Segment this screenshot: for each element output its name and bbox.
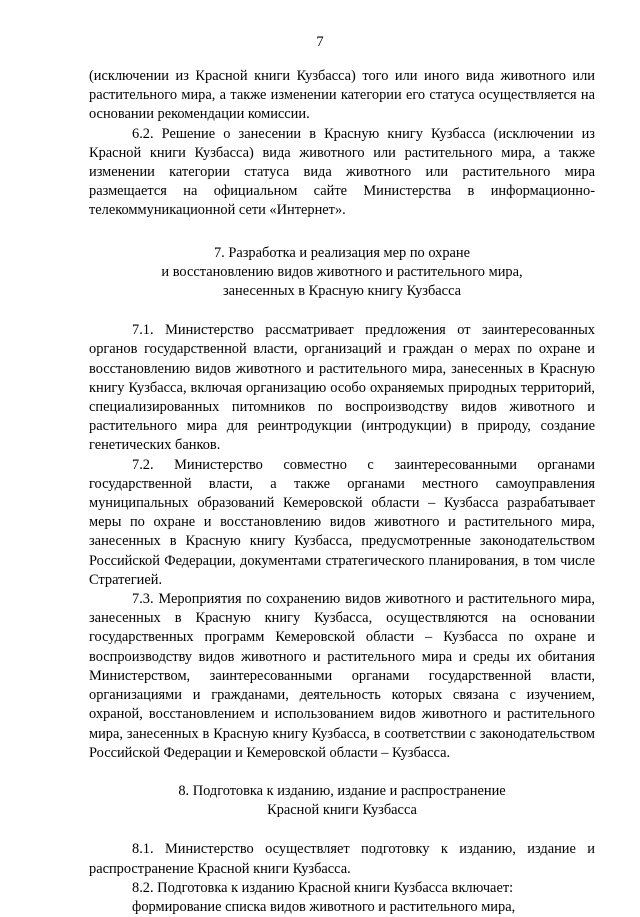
heading-line: 7. Разработка и реализация мер по охране bbox=[213, 244, 471, 261]
section-7-heading bbox=[89, 244, 595, 302]
paragraph-7-2: 7.2. Министерство совместно с заинтересованными органами государственной власти, а также органами местного самоуправления муниципальных образований Кемеровской области – Кузбасса разрабатывает меры по охране и восстановлению видов животного и растительного мира, занесенных в Красную книгу Кузбасса, предусмотренные законодательством Российской Федерации, документами стратегического планирования, в том числе Стратегией. bbox=[89, 456, 595, 588]
paragraph-list-item: формирование списка видов животного и растительного мира, bbox=[132, 898, 516, 915]
heading-line: и восстановлению видов животного и растительного мира, bbox=[161, 263, 523, 280]
section-8-heading bbox=[89, 782, 595, 820]
heading-line: 8. Подготовка к изданию, издание и распространение bbox=[178, 782, 506, 799]
paragraph-6-2: 6.2. Решение о занесении в Красную книгу Кузбасса (исключении из Красной книги Кузбасса) вида животного или растительного мира, а также изменении категории статуса вида животного или растительного мира размещается на официальном сайте Министерства в информационно-телекоммуникационной сети «Интернет». bbox=[89, 125, 595, 219]
document-body bbox=[89, 67, 595, 917]
paragraph-8-2: 8.2. Подготовка к изданию Красной книги Кузбасса включает: bbox=[132, 879, 514, 896]
paragraph-7-1: 7.1. Министерство рассматривает предложения от заинтересованных органов государственной власти, организаций и граждан о мерах по охране и восстановлению видов животного и растительного мира, занесенных в Красную книгу Кузбасса, включая организацию особо охраняемых природных территорий, специализированных питомников по воспроизводству видов животного и растительного мира для реинтродукции (интродукции) в природу, создание генетических банков. bbox=[89, 322, 595, 454]
heading-line: Красной книги Кузбасса bbox=[267, 802, 417, 819]
paragraph: (исключении из Красной книги Кузбасса) того или иного вида животного или растительного мира, а также изменении категории его статуса осуществляется на основании рекомендации комиссии. bbox=[89, 68, 595, 123]
page-number: 7 bbox=[316, 34, 324, 50]
paragraph-8-1: 8.1. Министерство осуществляет подготовку к изданию, издание и распространение Красной книги Кузбасса. bbox=[89, 841, 595, 877]
paragraph-7-3: 7.3. Мероприятия по сохранению видов животного и растительного мира, занесенных в Красную книгу Кузбасса, осуществляются на основании государственных программ Кемеровской области – Кузбасса по охране и воспроизводству видов животного и растительного мира и среды их обитания Министерством, заинтересованными органами государственной власти, организациями и гражданами, деятельность которых связана с изучением, охраной, восстановлением и использованием видов животного и растительного мира, занесенных в Красную книгу Кузбасса, в соответствии с законодательством Российской Федерации и Кемеровской области – Кузбасса. bbox=[89, 591, 595, 761]
heading-line: занесенных в Красную книгу Кузбасса bbox=[222, 283, 462, 300]
